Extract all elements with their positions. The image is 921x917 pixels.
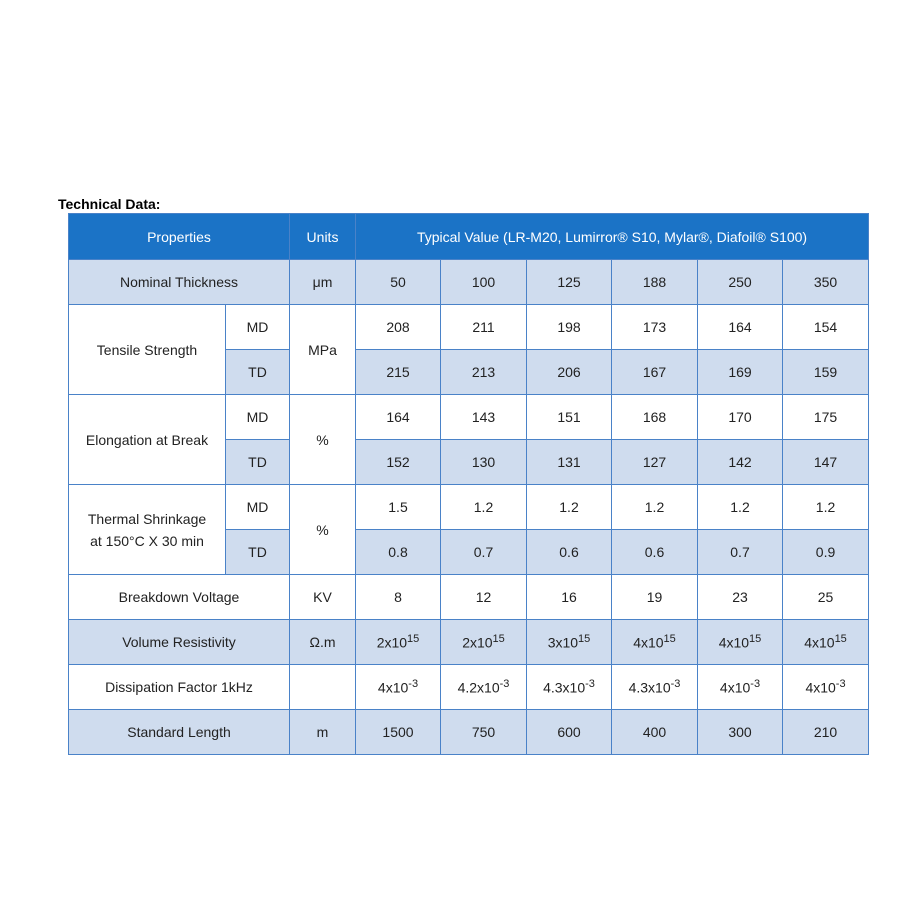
property-label: Elongation at Break <box>69 395 226 485</box>
value-cell: 1.2 <box>441 485 527 530</box>
value-cell <box>527 665 612 710</box>
value-cell: 8 <box>356 575 441 620</box>
unit-cell <box>290 665 356 710</box>
unit-cell: % <box>290 485 356 575</box>
value-cell: 750 <box>441 710 527 755</box>
value-cell: 600 <box>527 710 612 755</box>
value-base: 2x10 <box>462 634 493 651</box>
property-label: Nominal Thickness <box>69 260 290 305</box>
value-cell: 175 <box>783 395 869 440</box>
value-cell: 211 <box>441 305 527 350</box>
header-row <box>69 214 869 260</box>
value-exponent: 15 <box>578 633 591 646</box>
value-cell: 169 <box>698 350 783 395</box>
value-cell: 0.6 <box>527 530 612 575</box>
unit-cell: μm <box>290 260 356 305</box>
property-label-line1: Thermal Shrinkage <box>87 510 207 527</box>
value-cell: 130 <box>441 440 527 485</box>
value-cell: 142 <box>698 440 783 485</box>
value-base: 4.3x10 <box>628 679 671 696</box>
value-cell: 151 <box>527 395 612 440</box>
direction-cell: MD <box>226 395 290 440</box>
value-cell: 1.2 <box>783 485 869 530</box>
value-cell <box>783 620 869 665</box>
value-cell: 250 <box>698 260 783 305</box>
value-cell: 127 <box>612 440 698 485</box>
value-base: 4.2x10 <box>457 679 500 696</box>
value-cell: 213 <box>441 350 527 395</box>
value-cell: 100 <box>441 260 527 305</box>
value-cell: 0.9 <box>783 530 869 575</box>
value-exponent: -3 <box>750 678 761 691</box>
value-cell: 215 <box>356 350 441 395</box>
property-label: Standard Length <box>69 710 290 755</box>
value-cell: 206 <box>527 350 612 395</box>
value-cell <box>698 665 783 710</box>
row-nominal-thickness <box>69 260 869 305</box>
header-units: Units <box>290 214 356 260</box>
value-cell: 350 <box>783 260 869 305</box>
value-cell: 50 <box>356 260 441 305</box>
row-tensile-md <box>69 305 869 350</box>
value-base: 4x10 <box>718 634 750 651</box>
value-cell: 16 <box>527 575 612 620</box>
value-cell: 147 <box>783 440 869 485</box>
value-cell: 300 <box>698 710 783 755</box>
unit-cell: MPa <box>290 305 356 395</box>
row-breakdown-voltage <box>69 575 869 620</box>
value-cell: 210 <box>783 710 869 755</box>
property-label-line2: at 150°C X 30 min <box>90 532 204 549</box>
direction-cell: MD <box>226 485 290 530</box>
unit-cell: KV <box>290 575 356 620</box>
value-cell: 188 <box>612 260 698 305</box>
value-cell: 0.7 <box>441 530 527 575</box>
value-exponent: 15 <box>407 633 420 646</box>
value-cell <box>783 665 869 710</box>
property-label: Breakdown Voltage <box>69 575 290 620</box>
value-cell <box>441 620 527 665</box>
unit-cell: Ω.m <box>290 620 356 665</box>
value-cell: 1.5 <box>356 485 441 530</box>
header-properties: Properties <box>69 214 290 260</box>
value-cell <box>356 665 441 710</box>
value-exponent: 15 <box>492 633 505 646</box>
row-dissipation-factor <box>69 665 869 710</box>
value-cell <box>612 620 698 665</box>
value-exponent: -3 <box>585 678 595 691</box>
value-cell: 170 <box>698 395 783 440</box>
value-base: 4x10 <box>805 679 836 696</box>
direction-cell: TD <box>226 350 290 395</box>
value-exponent: -3 <box>499 678 510 691</box>
value-cell: 23 <box>698 575 783 620</box>
value-cell: 131 <box>527 440 612 485</box>
value-cell: 164 <box>698 305 783 350</box>
row-elongation-md <box>69 395 869 440</box>
value-cell <box>527 620 612 665</box>
value-cell: 125 <box>527 260 612 305</box>
value-cell: 159 <box>783 350 869 395</box>
value-cell: 1.2 <box>527 485 612 530</box>
row-standard-length <box>69 710 869 755</box>
value-cell: 198 <box>527 305 612 350</box>
direction-cell: MD <box>226 305 290 350</box>
value-cell: 1500 <box>356 710 441 755</box>
value-cell <box>698 620 783 665</box>
value-cell: 0.6 <box>612 530 698 575</box>
value-cell: 154 <box>783 305 869 350</box>
value-cell: 12 <box>441 575 527 620</box>
value-base: 4x10 <box>377 679 409 696</box>
value-exponent: -3 <box>670 678 681 691</box>
property-label <box>69 485 226 575</box>
value-cell: 1.2 <box>698 485 783 530</box>
value-cell: 173 <box>612 305 698 350</box>
direction-cell: TD <box>226 530 290 575</box>
direction-cell: TD <box>226 440 290 485</box>
value-base: 2x10 <box>376 634 408 651</box>
value-base: 4x10 <box>633 634 664 651</box>
value-exponent: 15 <box>749 633 762 646</box>
property-label: Tensile Strength <box>69 305 226 395</box>
value-cell: 1.2 <box>612 485 698 530</box>
value-base: 4x10 <box>804 634 835 651</box>
value-cell: 400 <box>612 710 698 755</box>
value-cell: 164 <box>356 395 441 440</box>
property-label: Dissipation Factor 1kHz <box>69 665 290 710</box>
value-cell: 19 <box>612 575 698 620</box>
value-exponent: -3 <box>835 678 846 691</box>
value-cell: 208 <box>356 305 441 350</box>
value-cell <box>612 665 698 710</box>
value-cell: 168 <box>612 395 698 440</box>
header-typical-value: Typical Value (LR-M20, Lumirror® S10, Mylar®, Diafoil® S100) <box>356 214 869 260</box>
unit-cell: m <box>290 710 356 755</box>
value-cell <box>441 665 527 710</box>
value-base: 4x10 <box>719 679 751 696</box>
row-volume-resistivity <box>69 620 869 665</box>
value-cell: 0.7 <box>698 530 783 575</box>
value-cell: 0.8 <box>356 530 441 575</box>
value-base: 4.3x10 <box>543 679 586 696</box>
value-exponent: -3 <box>408 678 419 691</box>
value-cell: 25 <box>783 575 869 620</box>
value-cell: 167 <box>612 350 698 395</box>
value-base: 3x10 <box>547 634 579 651</box>
value-exponent: 15 <box>834 633 847 646</box>
value-cell: 143 <box>441 395 527 440</box>
unit-cell: % <box>290 395 356 485</box>
row-thermal-md <box>69 485 869 530</box>
value-cell <box>356 620 441 665</box>
value-cell: 152 <box>356 440 441 485</box>
property-label: Volume Resistivity <box>69 620 290 665</box>
technical-data-table <box>68 213 869 755</box>
section-title: Technical Data: <box>58 196 161 212</box>
value-exponent: 15 <box>663 633 676 646</box>
